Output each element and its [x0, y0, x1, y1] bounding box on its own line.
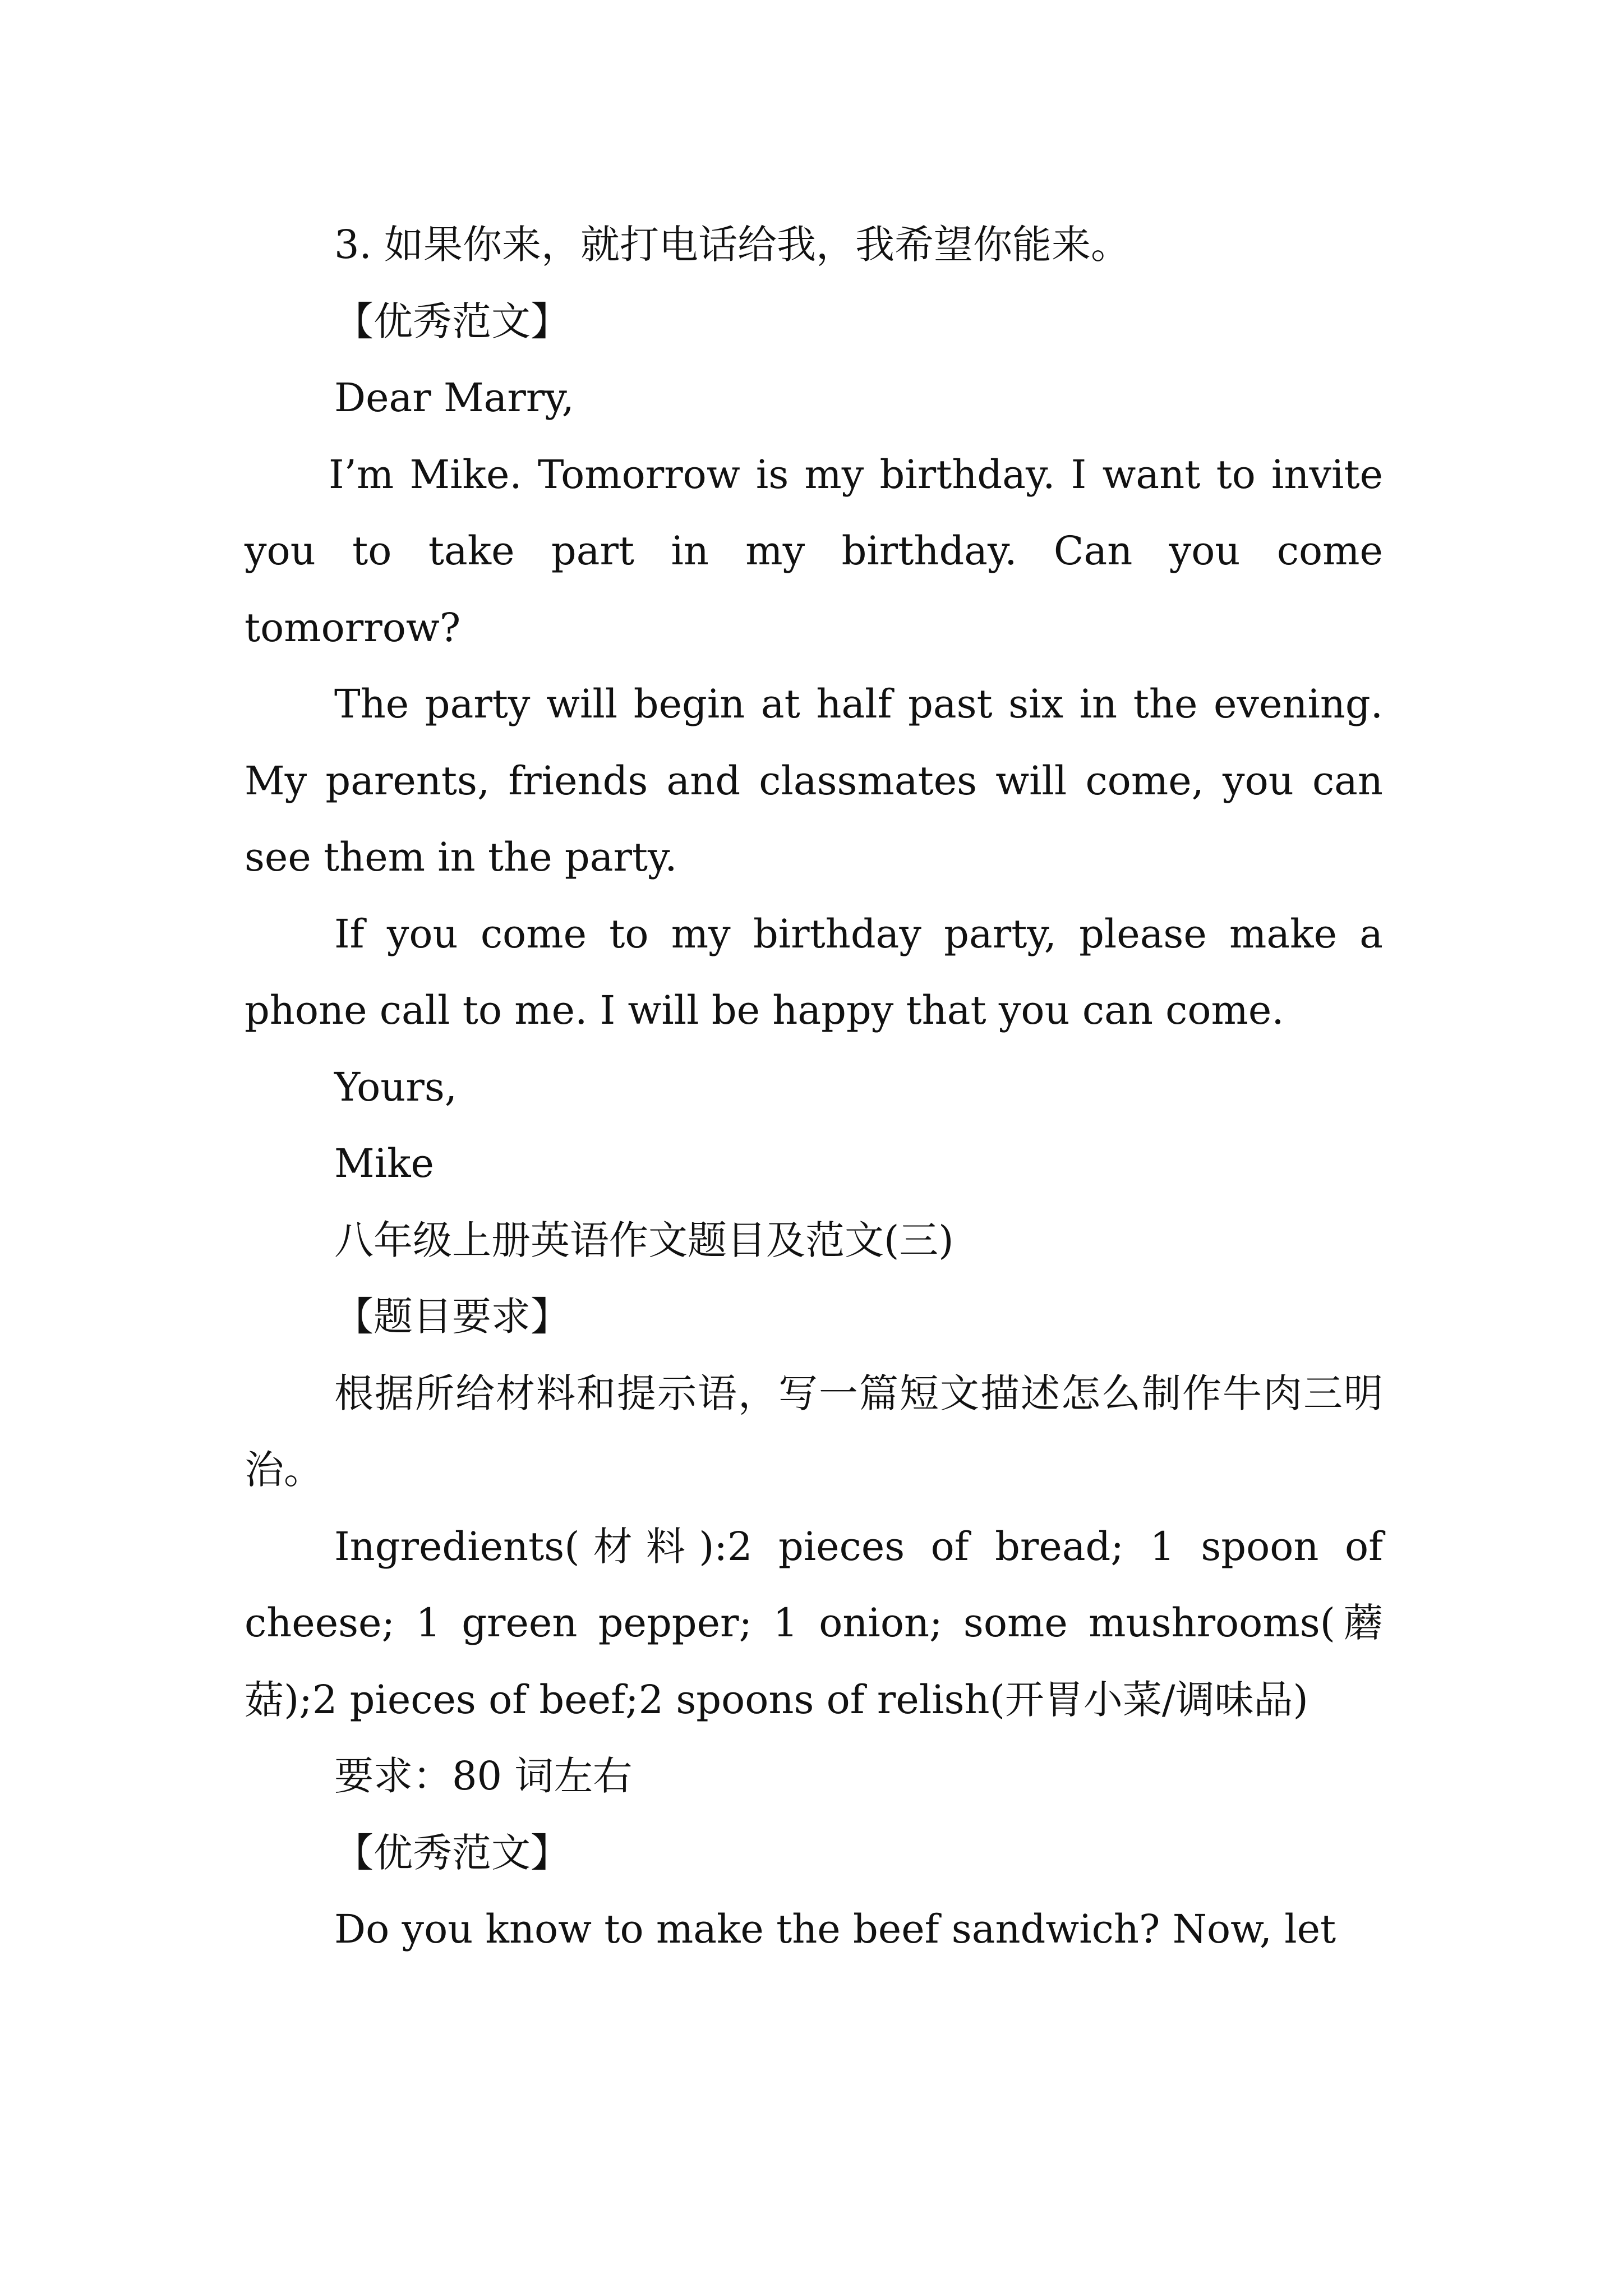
task-instruction: 根据所给材料和提示语，写一篇短文描述怎么制作牛肉三明治。 — [245, 1370, 1383, 1493]
letter-paragraph-3: If you come to my birthday party, please make a phone call to me. I will be happy that you can come. — [245, 910, 1383, 1033]
letter-paragraph-2: The party will begin at half past six in the evening. My parents, friends and classmates will come, you can see them in the party. — [245, 681, 1383, 880]
heading-sample-essay-2: 【优秀范文】 — [334, 1829, 570, 1876]
ingredients-list: Ingredients(材料):2 pieces of bread; 1 spoon of cheese; 1 green pepper; 1 onion; some mushrooms(蘑菇);2 pieces of beef;2 spoons of relish(开胃小菜/调味品) — [245, 1523, 1383, 1723]
paragraph-requirement-3: 3. 如果你来，就打电话给我，我希望你能来。 — [334, 222, 1131, 268]
letter-salutation: Dear Marry, — [334, 375, 574, 421]
document-body — [245, 206, 1383, 1968]
letter-closing: Yours, — [334, 1064, 457, 1110]
essay-opening-line: Do you know to make the beef sandwich? Now, let — [334, 1906, 1336, 1952]
section-title: 八年级上册英语作文题目及范文(三) — [334, 1217, 954, 1263]
heading-task-requirements: 【题目要求】 — [334, 1294, 570, 1340]
heading-sample-essay: 【优秀范文】 — [334, 298, 570, 344]
word-count-requirement: 要求：80 词左右 — [334, 1753, 633, 1799]
letter-signature: Mike — [334, 1140, 434, 1186]
letter-paragraph-1: I’m Mike. Tomorrow is my birthday. I want to invite you to take part in my birthday. Can you come tomorrow? — [245, 451, 1383, 651]
